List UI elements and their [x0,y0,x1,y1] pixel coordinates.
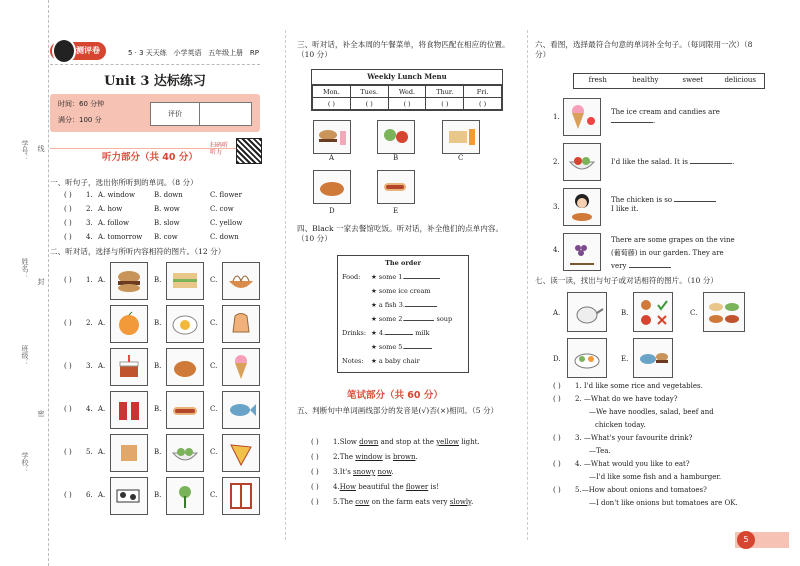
q5-row: ( ) 2.The window is brown. [311,453,418,461]
item-num: 1. [86,276,93,284]
column-right [535,0,765,566]
binding-margin [0,0,49,566]
flower-picture[interactable] [166,477,204,515]
answer-blank[interactable]: ( ) [64,276,72,284]
q1-title: 一、听句子，选出你所听到的单词。（8 分） [50,178,198,187]
q2-row [64,262,274,305]
option-a: A. [98,319,106,327]
boy-eating-picture [563,188,601,226]
q7-title: 七、读一读，找出与句子或对话相符的图片。（10 分） [535,276,718,285]
food-picture-e[interactable] [377,170,415,204]
food-picture-d[interactable] [313,170,351,204]
q2-row [64,305,274,348]
option-c: C. flower [210,191,242,199]
order-line: ★ some 1. [371,273,440,281]
salad-picture [563,143,601,181]
q6-sentence-1: The ice cream and candies are . [611,108,720,125]
score-label: 满分：100 分 [58,116,102,124]
answer-blank[interactable]: ( ) [64,448,72,456]
ice-cream-picture [563,98,601,136]
answer-blank[interactable]: ( ) [64,491,72,499]
order-line: ★ a fish 3. [371,301,437,309]
option-a: A. [98,276,106,284]
page-title: Unit 3 达标练习 [104,74,206,89]
q5-row: ( ) 4.How beautiful the flower is! [311,483,440,491]
option-a: A. window [98,191,135,199]
answer-blank[interactable]: ( ) [64,219,72,227]
item-num: 3. [86,219,93,227]
answer-blank[interactable]: ( ) [313,98,351,110]
answer-blank[interactable]: ( ) [553,395,561,403]
day-fri: Fri. [464,86,502,98]
answer-blank[interactable]: ( ) [388,98,426,110]
item-num: 1. [553,113,560,121]
column-left [50,0,272,566]
student-no-label: 学号： [21,140,29,161]
egg-picture[interactable] [166,305,204,343]
word-bank [573,73,765,89]
rice-vegetables-picture[interactable] [567,338,607,378]
pic-label-d: D. [553,355,561,363]
q5-row: ( ) 1.Slow down and stop at the yellow light. [311,438,480,446]
order-line: ★ some ice cream [371,287,431,295]
q5-title: 五、判断句中单词画线部分的发音是(√)否(×)相同。（5 分） [297,406,499,415]
grapes-picture [563,233,601,271]
q1-row [64,191,264,205]
option-b: B. [154,362,162,370]
q3-title: 三、听对话，补全本周的午餐菜单，将食物匹配在相应的位置。（10 分） [297,40,510,59]
answer-blank[interactable]: ( ) [64,205,72,213]
option-b: B. [154,319,162,327]
word-delicious: delicious [724,76,757,84]
item-num: 4. [86,405,93,413]
food-label-a: A [329,154,335,162]
item-num: 5. [86,448,93,456]
pizza-picture[interactable] [222,434,260,472]
answer-blank[interactable]: ( ) [64,362,72,370]
q7-row: ( ) 4. —What would you like to eat? [553,460,690,468]
food-picture-c[interactable] [442,120,480,154]
q2-row [64,348,274,391]
order-line: ★ a baby chair [371,357,420,365]
option-c: C. [210,276,218,284]
seal-label: 封 [37,278,45,285]
hot-dog-picture[interactable] [166,391,204,429]
day-tues: Tues. [350,86,388,98]
fish-picture[interactable] [222,391,260,429]
notes-label: Notes: [342,357,364,365]
q6-title: 六、看图，选择最符合句意的单词补全句子。（每词限用一次）（8 分） [535,40,753,59]
q2-row [64,434,274,477]
option-b: B. [154,405,162,413]
qr-code[interactable] [236,138,262,164]
q6-sentence-3: The chicken is so I like it. [611,196,751,214]
word-fresh: fresh [588,76,607,84]
answer-blank[interactable]: ( ) [311,498,319,506]
food-check-picture[interactable] [633,292,673,332]
option-b: B. wow [154,205,180,213]
option-c: C. cow [210,205,234,213]
cut-line-label: 线 [37,145,45,152]
word-sweet: sweet [682,76,704,84]
order-title: The order [385,259,421,267]
writing-section-title: 笔试部分（共 60 分） [347,390,443,401]
item-num: 2. [553,158,560,166]
option-c: C. down [210,233,239,241]
option-c: C. [210,448,218,456]
answer-blank[interactable]: ( ) [311,468,319,476]
q5-list [311,438,521,513]
bread-picture[interactable] [222,305,260,343]
series-name: 5 · 3 天天练 [128,49,167,57]
school-label: 学校： [21,452,29,473]
food-picture-a[interactable] [313,120,351,154]
option-b: B. down [154,191,183,199]
answer-blank[interactable]: ( ) [350,98,388,110]
column-middle [297,0,519,566]
option-b: B. [154,448,162,456]
q7-row: ( ) 5.—How about onions and tomatoes? [553,486,707,494]
q4-title: 四、Black 一家去餐馆吃饭。听对话，补全他们的点单内容。（10 分） [297,224,504,243]
grade-label: 评价 [151,103,200,125]
answer-blank[interactable]: ( ) [64,405,72,413]
q7-row: ( ) 1. I'd like some rice and vegetables. [553,382,703,390]
edition: RP [249,49,259,57]
drinks-picture[interactable] [110,391,148,429]
secret-label: 密 [37,410,45,417]
pic-label-c: C. [690,309,698,317]
time-label: 时间：60 分钟 [58,100,105,108]
order-card [337,255,469,373]
menu-table [312,85,502,110]
pic-label-b: B. [621,309,629,317]
column-divider [527,30,528,540]
option-b: B. [154,276,162,284]
test-badge: 测评卷 [50,42,106,60]
answer-blank[interactable]: ( ) [464,98,502,110]
cake-picture[interactable] [110,348,148,386]
item-num: 3. [553,203,560,211]
option-c: C. [210,319,218,327]
q7-list: ( ) 1. I'd like some rice and vegetables. ( ) 2. —What do we have today? —We have noodles, salad, beef and chicken today. ( ) 3. —What's your favourite drink? —Tea. ( ) 4. —What would you like to eat? —I'd like some fish and a hamburger. ( ) 5.—How about onions and tomatoes? —I don't like onions but tomatoes are OK. [553,382,768,512]
drinks-label: Drinks: [342,329,367,337]
food-label-b: B [393,154,399,162]
cow-picture[interactable] [110,477,148,515]
order-line: ★ some 2. soup [371,315,453,323]
option-c: C. [210,491,218,499]
item-num: 1. [86,191,93,199]
subject: 小学英语 [173,49,202,57]
window-picture[interactable] [222,477,260,515]
salad-picture[interactable] [166,434,204,472]
food-picture-b[interactable] [377,120,415,154]
name-label: 姓名： [21,258,29,279]
q7-row: ( ) 3. —What's your favourite drink? [553,434,693,442]
answer-blank[interactable]: ( ) [64,319,72,327]
page-number: 5 [737,531,755,549]
item-num: 3. [86,362,93,370]
mascot-icon [52,38,76,64]
q5-row: ( ) 5.The cow on the farm eats very slowly. [311,498,474,506]
answer-blank[interactable]: ( ) [553,486,561,494]
q6-sentence-2: I'd like the salad. It is . [611,158,735,166]
q1-row [64,233,264,247]
q7-row: ( ) 2. —What do we have today? [553,395,678,403]
food-label-d: D [329,207,335,215]
option-a: A. [98,405,106,413]
answer-blank[interactable]: ( ) [311,453,319,461]
column-divider [285,30,286,540]
food-label-e: E [393,207,399,215]
answer-blank[interactable]: ( ) [553,434,561,442]
listening-section-title: 听力部分（共 40 分） [102,152,198,163]
option-a: A. [98,448,106,456]
option-c: C. yellow [210,219,243,227]
q2-row [64,477,274,520]
option-b: B. [154,491,162,499]
food-label: Food: [342,273,361,281]
fish-burger-picture[interactable] [633,338,673,378]
ice-cream-picture[interactable] [222,348,260,386]
day-mon: Mon. [313,86,351,98]
item-num: 4. [553,246,560,254]
option-a: A. how [98,205,123,213]
option-a: A. [98,362,106,370]
lunch-menu [311,69,503,111]
answer-blank[interactable]: ( ) [553,460,561,468]
option-c: C. [210,362,218,370]
teapot-picture[interactable] [567,292,607,332]
option-b: B. cow [154,233,178,241]
pic-label-a: A. [553,309,561,317]
orange-picture[interactable] [110,305,148,343]
item-num: 4. [86,233,93,241]
q1-row [64,205,264,219]
food-label-c: C [458,154,464,162]
toast-picture[interactable] [110,434,148,472]
option-a: A. [98,491,106,499]
header-line [128,48,259,58]
sandwich-picture[interactable] [166,262,204,300]
answer-blank[interactable]: ( ) [553,382,561,390]
pic-label-e: E. [621,355,629,363]
qr-label: 扫码听听力 [210,142,229,156]
answer-blank[interactable]: ( ) [311,438,319,446]
info-box [50,94,260,132]
burger-picture[interactable] [110,262,148,300]
answer-blank[interactable]: ( ) [426,98,464,110]
menu-title: Weekly Lunch Menu [312,70,502,85]
q2-row [64,391,274,434]
chicken-picture[interactable] [166,348,204,386]
class-label: 班级： [21,345,29,366]
option-c: C. [210,405,218,413]
meal-table-picture[interactable] [703,292,745,332]
q1-row [64,219,264,233]
q1-list [64,191,264,247]
item-num: 2. [86,319,93,327]
grade: 五年级上册 [208,49,244,57]
day-thur: Thur. [426,86,464,98]
answer-blank[interactable]: ( ) [311,483,319,491]
word-healthy: healthy [632,76,659,84]
item-num: 2. [86,205,93,213]
q6-sentence-4: There are some grapes on the vine (葡萄藤) in our garden. They are very [611,236,735,270]
day-wed: Wed. [388,86,426,98]
q5-row: ( ) 3.It's snowy now. [311,468,394,476]
option-b: B. slow [154,219,180,227]
order-line: ★ 4. milk [371,329,430,337]
answer-blank[interactable]: ( ) [64,233,72,241]
noodles-picture[interactable] [222,262,260,300]
q2-list [64,262,274,520]
option-a: A. tomorrow [98,233,143,241]
answer-blank[interactable]: ( ) [64,191,72,199]
item-num: 6. [86,491,93,499]
order-line: ★ some 5. [371,343,432,351]
option-a: A. follow [98,219,129,227]
q2-title: 二、听对话，选择与所听内容相符的图片。（12 分） [50,247,226,256]
